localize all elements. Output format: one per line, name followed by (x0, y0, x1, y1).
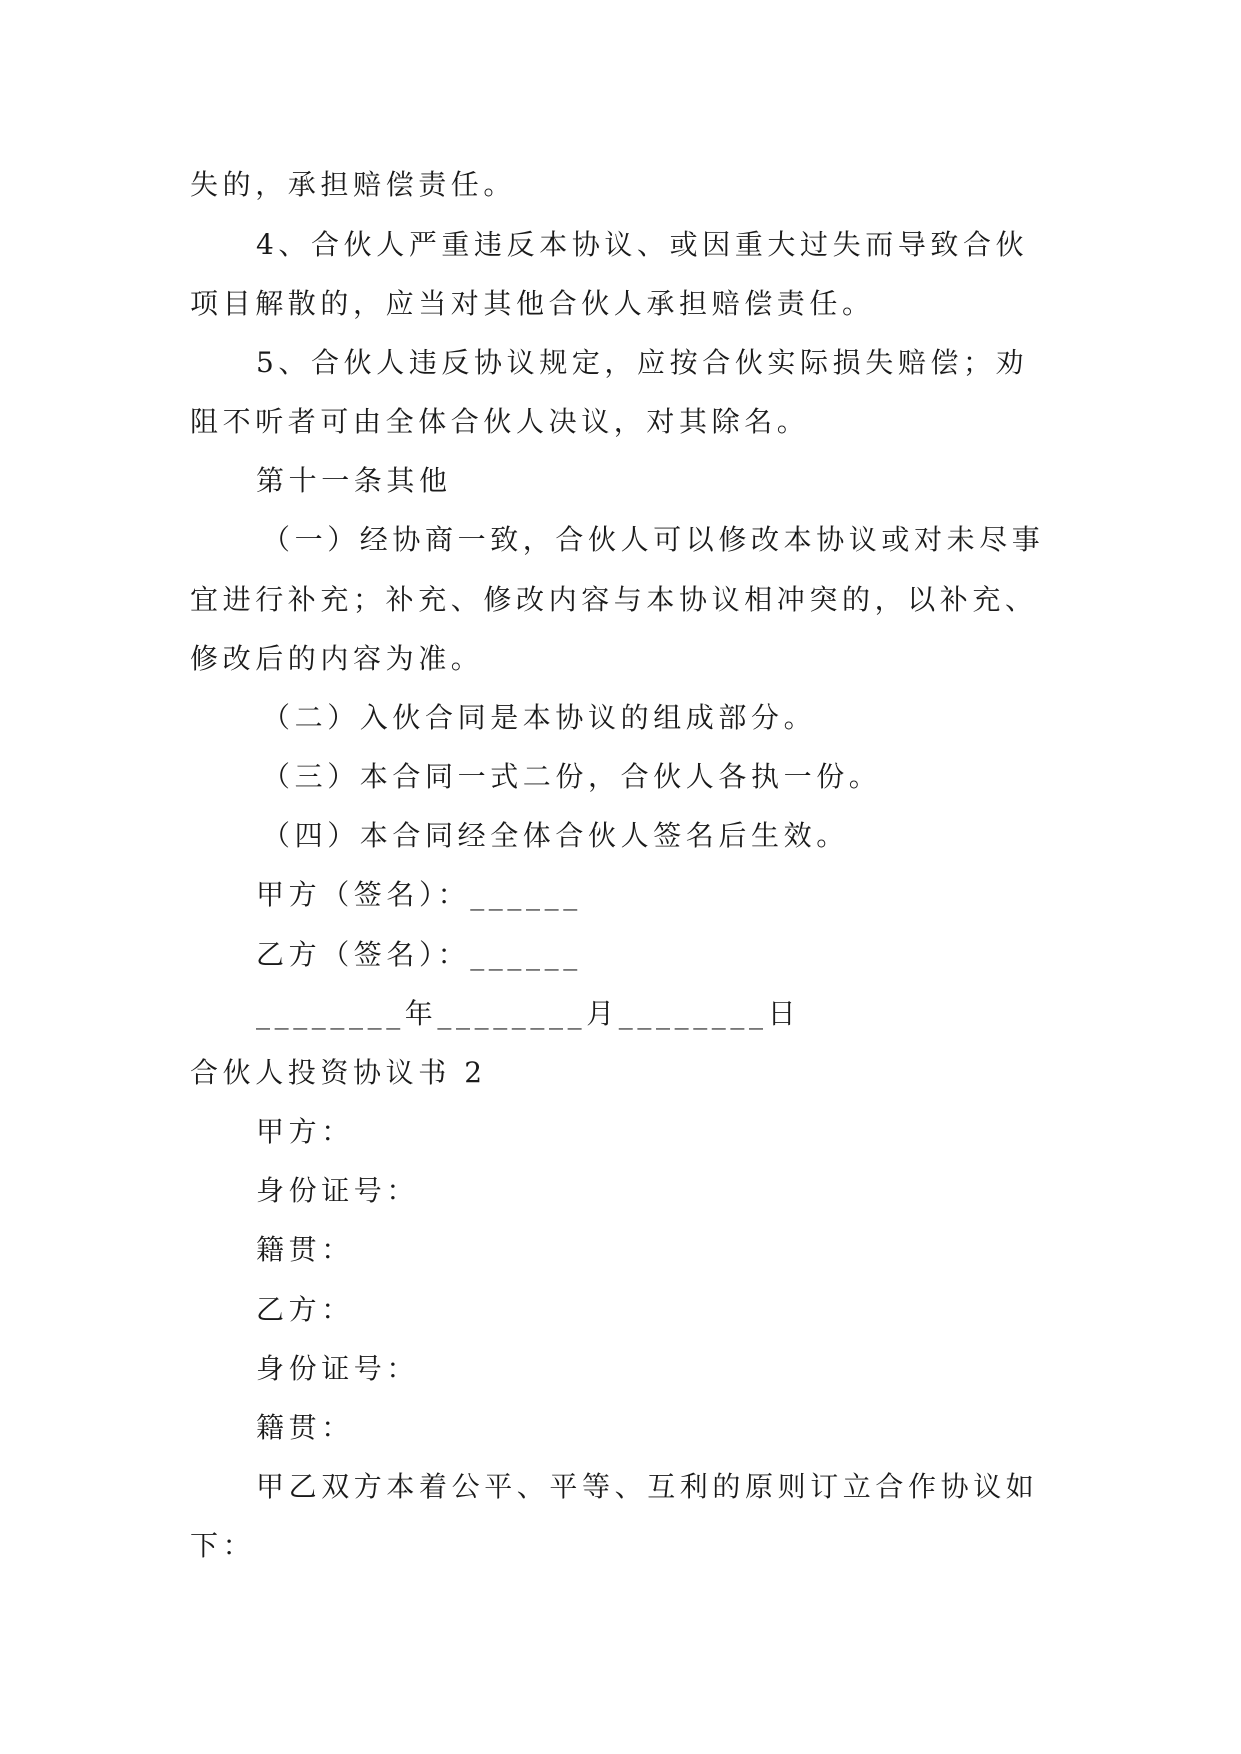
text-line: 失的，承担赔偿责任。 (190, 168, 517, 201)
text-line: 项目解散的，应当对其他合伙人承担赔偿责任。 (190, 287, 875, 320)
text-line: （三）本合同一式二份，合伙人各执一份。 (262, 760, 882, 793)
field-label: 籍贯： (256, 1411, 354, 1444)
text-line: （四）本合同经全体合伙人签名后生效。 (262, 819, 849, 852)
section-heading: 第十一条其他 (256, 464, 452, 497)
field-label: 籍贯： (256, 1233, 354, 1266)
field-label: 身份证号： (256, 1352, 420, 1385)
text-line: 宜进行补充；补充、修改内容与本协议相冲突的，以补充、 (190, 583, 1038, 616)
text-line: 阻不听者可由全体合伙人决议，对其除名。 (190, 405, 810, 438)
field-label: 甲方： (256, 1115, 354, 1148)
signature-line-party-a: 甲方（签名）：______ (256, 878, 582, 911)
text-line: 修改后的内容为准。 (190, 642, 484, 675)
document-title: 合伙人投资协议书 2 (190, 1056, 487, 1089)
text-line: 5、合伙人违反协议规定，应按合伙实际损失赔偿；劝 (256, 346, 1029, 379)
signature-line-party-b: 乙方（签名）：______ (256, 938, 582, 971)
text-line: （二）入伙合同是本协议的组成部分。 (262, 701, 817, 734)
text-line: 甲乙双方本着公平、平等、互利的原则订立合作协议如 (256, 1470, 1039, 1503)
text-line: 4、合伙人严重违反本协议、或因重大过失而导致合伙 (256, 228, 1029, 261)
field-label: 乙方： (256, 1293, 354, 1326)
field-label: 身份证号： (256, 1174, 420, 1207)
text-line: 下： (190, 1529, 256, 1562)
date-line: ________年________月________日 (256, 997, 801, 1030)
text-line: （一）经协商一致，合伙人可以修改本协议或对未尽事 (262, 523, 1045, 556)
